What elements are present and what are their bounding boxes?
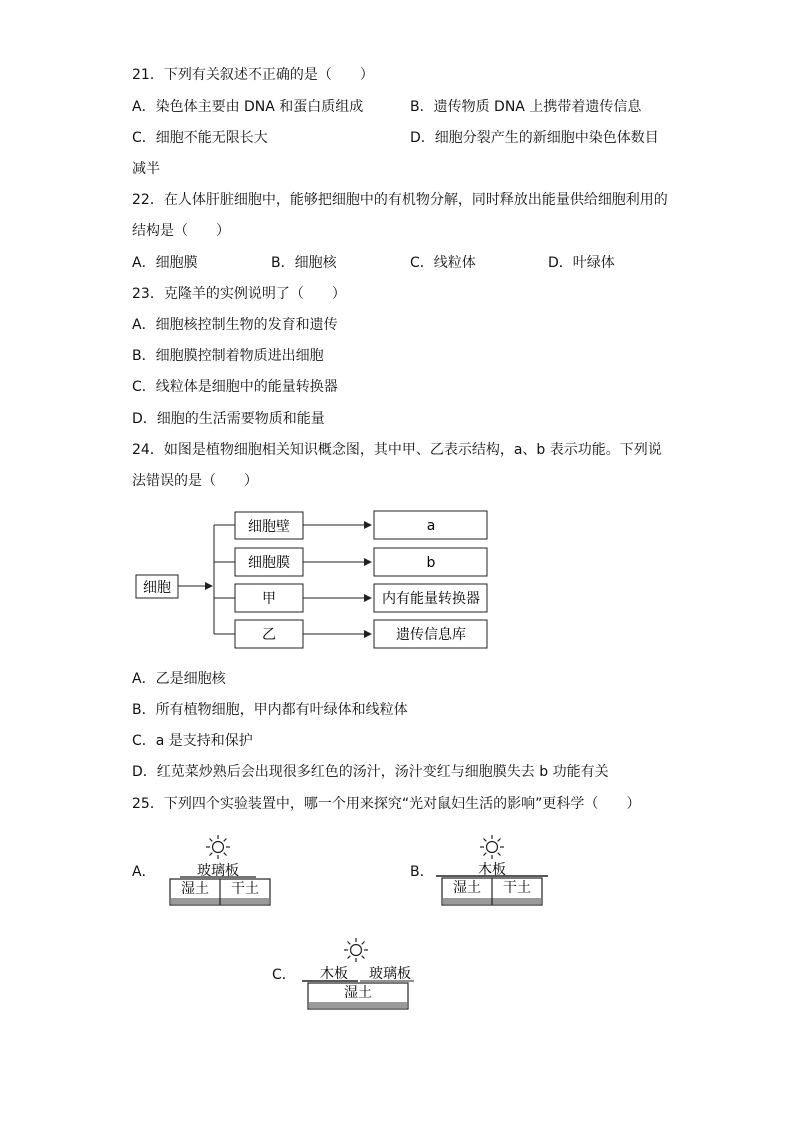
q21-option-b: B．遗传物质 DNA 上携带着遗传信息 [410,99,642,115]
sun-icon [206,835,230,859]
q22-stem-line1: 22．在人体肝脏细胞中，能够把细胞中的有机物分解，同时释放出能量供给细胞利用的 [132,192,668,208]
cell-concept-diagram [0,505,794,665]
diagram-function-genetic-info: 遗传信息库 [396,627,466,643]
q21-option-a: A．染色体主要由 DNA 和蛋白质组成 [132,99,364,115]
q23-stem: 23．克隆羊的实例说明了（ ） [132,286,346,302]
sun-icon [480,835,504,859]
q24-stem-line1: 24．如图是植物细胞相关知识概念图，其中甲、乙表示结构，a、b 表示功能。下列说 [132,442,662,458]
diagram-structure-cell-wall: 细胞壁 [248,519,290,535]
dry-soil-label: 干土 [231,881,259,897]
q21-option-d-continued: 减半 [132,161,160,177]
q25-apparatus-a [160,830,300,910]
q24-option-c: C．a 是支持和保护 [132,733,253,749]
q22-option-a: A．细胞膜 [132,255,198,271]
q24-stem-line2: 法错误的是（ ） [132,473,258,489]
q24-option-d: D．红苋菜炒熟后会出现很多红色的汤汁，汤汁变红与细胞膜失去 b 功能有关 [132,764,609,780]
wet-soil-label: 湿土 [344,985,372,1001]
diagram-structure-jia: 甲 [262,591,276,607]
q24-option-a: A．乙是细胞核 [132,671,226,687]
q24-option-b: B．所有植物细胞，甲内都有叶绿体和线粒体 [132,702,408,718]
q22-option-d: D．叶绿体 [548,255,615,271]
cover-wood-label: 木板 [478,862,506,878]
q23-option-d: D．细胞的生活需要物质和能量 [132,411,325,427]
wet-soil-label: 湿土 [453,880,481,896]
q21-option-d: D．细胞分裂产生的新细胞中染色体数目 [410,130,659,146]
diagram-root-label: 细胞 [143,580,171,596]
diagram-structure-cell-membrane: 细胞膜 [248,555,290,571]
cover-wood-label: 木板 [320,966,348,982]
q23-option-b: B．细胞膜控制着物质进出细胞 [132,348,324,364]
q25-apparatus-c [298,933,438,1015]
cover-glass-label: 玻璃板 [369,966,411,982]
q23-option-c: C．线粒体是细胞中的能量转换器 [132,379,338,395]
diagram-structure-yi: 乙 [262,627,276,643]
q25-option-a-label: A． [132,864,156,880]
q22-option-c: C．线粒体 [410,255,476,271]
q21-option-c: C．细胞不能无限长大 [132,130,268,146]
cover-glass-label: 玻璃板 [197,863,239,879]
sun-icon [344,938,368,962]
diagram-function-energy-converter: 内有能量转换器 [382,591,480,607]
q25-option-c-label: C． [272,967,296,983]
dry-soil-label: 干土 [503,880,531,896]
diagram-function-a: a [426,518,436,534]
diagram-function-b: b [426,555,436,571]
q25-apparatus-b [432,830,572,910]
q23-option-a: A．细胞核控制生物的发育和遗传 [132,317,338,333]
q22-option-b: B．细胞核 [271,255,337,271]
wet-soil-label: 湿土 [181,881,209,897]
q25-option-b-label: B． [410,864,434,880]
q21-stem: 21．下列有关叙述不正确的是（ ） [132,67,374,83]
q25-stem: 25．下列四个实验装置中，哪一个用来探究“光对鼠妇生活的影响”更科学（ ） [132,796,641,812]
q22-stem-line2: 结构是（ ） [132,223,230,239]
